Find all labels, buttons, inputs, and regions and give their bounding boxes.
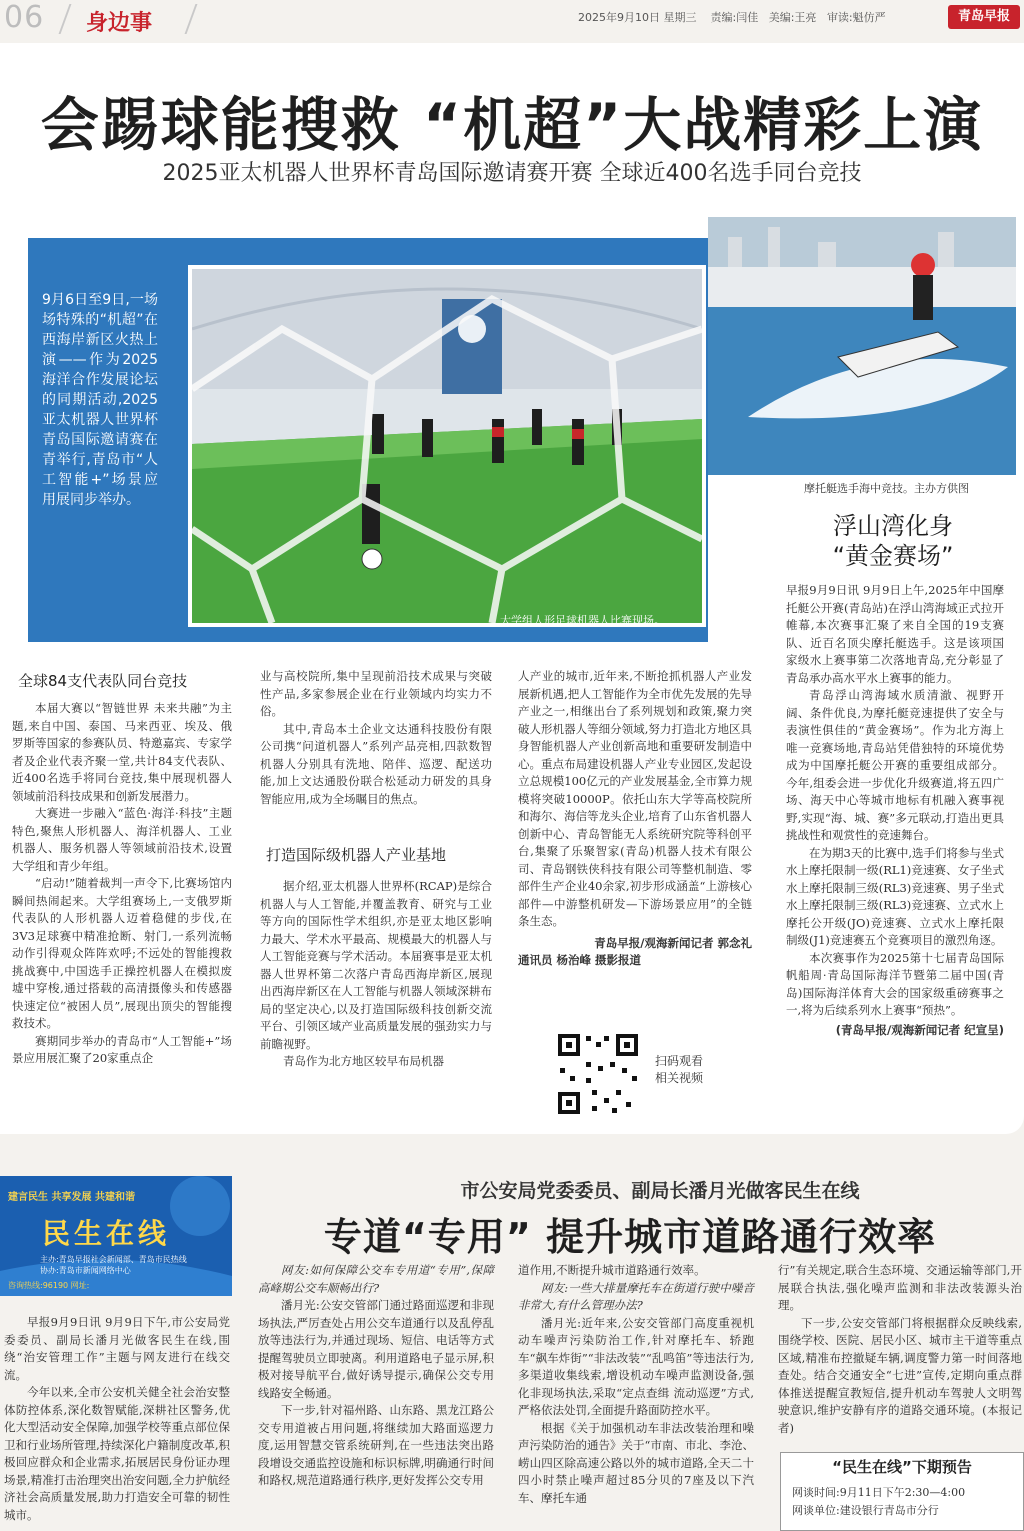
paragraph: 行”有关规定,联合生态环境、交通运输等部门,开展联合执法,强化噪声监测和非法改装源头治理。 [778,1263,1022,1312]
editor-credit: 责编:闫佳 [710,11,759,24]
side-byline: (青岛早报/观海新闻记者 纪宣呈) [835,1022,1004,1037]
side-story-title [782,511,1004,571]
paragraph: 下一步,公安交管部门将根据群众反映线索,围绕学校、医院、居民小区、城市主干道等重点区域,精准布控撤疑车辆,调度警力第一时间落地查处。结合交通安全“七进”宣传,定期向重点群体推送提醒宣教短信,提升机动车驾驶人文明驾驶意识,维护安静有序的道路交通环境。(本报记者) [778,1315,1022,1435]
paragraph: 本届大赛以“智链世界 未来共融”为主题,来自中国、泰国、马来西亚、埃及、俄罗斯等国家的参赛队员、特邀嘉宾、专家学者及企业代表齐聚一堂,共计84支代表队、近400名选手将同台竞技,集中展现机器人领域前沿科技成果和创新发展潜力。 [12,701,232,803]
paragraph: 大赛进一步融入“蓝色·海洋·科技”主题特色,聚焦人形机器人、海洋机器人、工业机器人、服务机器人等领域前沿技术,设置大学组和青少年组。 [12,806,232,873]
photo-caption: 大学组人形足球机器人比赛现场。 [500,614,665,627]
next-preview-unit: 网谈单位:建设银行青岛市分行 [792,1504,939,1517]
bottom-column-2 [258,1262,494,1490]
section-heading: 打造国际级机器人产业基地 [266,846,447,864]
paragraph: 早报9月9日讯 9月9日上午,2025年中国摩托艇公开赛(青岛站)在浮山湾海域正式拉开帷幕,本次赛事汇聚了来自全国的19支赛队、近百名顶尖摩托艇选手。这是该项国家级水上赛事第二次落地青岛,充分彰显了青岛承办高水平水上赛事的能力。 [786,583,1004,685]
main-column-2 [260,668,492,808]
question: 网友:一些大排量摩托车在街道行驶中噪音非常大,有什么管理办法? [518,1280,754,1312]
bottom-column-1 [4,1314,230,1524]
banner-info: 协办:青岛市新闻网络中心 [40,1266,131,1275]
minsheng-online-banner [0,1176,232,1296]
jetski-photo [708,217,1016,475]
paragraph: 青岛作为北方地区较早布局机器 [283,1054,444,1068]
issue-date: 2025年9月10日 星期三 [578,11,697,24]
question: 网友:如何保障公交车专用道“专用”,保障高峰期公交车顺畅出行? [258,1263,494,1295]
main-column-1 [12,700,232,1068]
paragraph: 根据《关于加强机动车非法改装治理和噪声污染防治的通告》关于“市南、市北、李沧、崂山四区除高速公路以外的城市道路,全天二十四小时禁止噪声超过85分贝的7座及以下汽车、摩托车通 [518,1420,754,1505]
main-headline: 会踢球能搜救 “机超”大战精彩上演 [40,91,984,159]
designer-credit: 美编:王亮 [768,11,817,24]
intro-text: 9月6日至9日,一场场特殊的“机超”在西海岸新区火热上演——作为2025海洋合作发展论坛的同期活动,2025亚太机器人世界杯青岛国际邀请赛在青举行,青岛市“人工智能+”场景应用展同步举办。 [42,292,158,508]
proofreader-credit: 审读:魁仿严 [826,11,886,24]
banner-title: 民生在线 [42,1217,171,1250]
paragraph: 今年以来,全市公安机关健全社会治安整体防控体系,深化数智赋能,深耕社区警务,优化大型活动安全保障,加强学校等重点部位保卫和行业场所管理,持续深化户籍制度改革,积极回应群众和企业需求,拓展居民身份证办理场景,精准打击治理突出治安问题,全力护航经济社会高质量发展,助力打造安全可靠的韧性城市。 [4,1385,230,1522]
paragraph: 早报9月9日讯 9月9日下午,市公安局党委委员、副局长潘月光做客民生在线,围绕“治安管理工作”主题与网友进行在线交流。 [4,1315,230,1382]
section-title: 身边事 [86,11,153,36]
page-number: 06 [4,0,45,35]
paragraph: 其中,青岛本土企业文达通科技股份有限公司携“问道机器人”系列产品亮相,四款数智机器人分别具有洗地、陪伴、巡逻、配送功能,加上文达通股份联合松延动力研发的具身智能应用,成为全场瞩目的焦点。 [260,721,492,806]
divider [59,4,72,34]
story-kicker: 市公安局党委委员、副局长潘月光做客民生在线 [460,1180,860,1202]
bottom-column-4 [778,1262,1022,1437]
next-preview-title: “民生在线”下期预告 [832,1458,972,1476]
section-heading: 全球84支代表队同台竞技 [18,672,188,690]
banner-tags: 建言民生 共享发展 共建和谐 [8,1192,135,1203]
jetski-caption: 摩托艇选手海中竞技。主办方供图 [804,482,969,495]
side-story-body [786,582,1004,1039]
paragraph: 业与高校院所,集中呈现前沿技术成果与突破性产品,多家参展企业在行业领域内均实力不俗。 [260,669,492,718]
side-title-line1: 浮山湾化身 [833,512,953,540]
qr-code[interactable] [556,1032,640,1116]
paragraph: 本次赛事作为2025第十七届青岛国际帆船周·青岛国际海洋节暨第二届中国(青岛)国际海洋体育大会的国家级重磅赛事之一,将为后续系列水上赛事“预热”。 [786,950,1004,1017]
paragraph: 在为期3天的比赛中,选手们将参与坐式水上摩托限制一级(RL1)竞速赛、女子坐式水上摩托限制三级(RL3)竞速赛、男子坐式水上摩托限制三级(RL3)竞速赛、立式水上摩托公开级(JO)竞速赛、立式水上摩托限制级(J1)竞速赛五个竞赛项目的激烈角逐。 [786,845,1004,947]
paragraph: 青岛浮山湾海域水质清澈、视野开阔、条件优良,为摩托艇竞速提供了安全与表演性俱佳的“黄金赛场”。作为北方海上唯一竞赛场地,青岛站凭借独特的环境优势成为中国摩托艇公开赛的重要组成部分。今年,组委会进一步优化升级赛道,将五四广场、海天中心等城市地标有机融入赛事视野,实现“海、城、赛”多元联动,打造出更具挑战性和观赏性的竞速舞台。 [786,688,1004,842]
paragraph: 赛期同步举办的青岛市“人工智能+”场景应用展汇聚了20家重点企 [12,1033,232,1065]
main-column-2b [260,878,492,1071]
robot-soccer-photo [188,265,706,627]
jetski-photo-image [708,217,1016,475]
story-headline: 专道“专用” 提升城市道路通行效率 [323,1215,937,1259]
byline: 通讯员 杨治峰 摄影报道 [518,953,642,967]
byline: 青岛早报/观海新闻记者 郭念礼 [594,935,752,950]
bottom-column-3 [518,1262,754,1507]
paragraph: 人产业的城市,近年来,不断抢抓机器人产业发展新机遇,把人工智能作为全市优先发展的先导产业之一,相继出台了系列规划和政策,聚力突破人形机器人等细分领域,努力打造北方地区具身智能机器人产业创新高地和重要研发制造中心。重点布局建设机器人产业专业园区,发起设立总规模100亿元的产业发展基金,全市算力规模将突破10000P。依托山东大学等高校院所和海尔、海信等龙头企业,培育了山东省机器人创新中心、青岛智能无人系统研究院等科创平台,集聚了乐聚智家(青岛)机器人技术有限公司、青岛钢铁侠科技有限公司等整机制造、零部件生产企业40余家,初步形成涵盖“上游核心部件—中游整机研发—下游场景应用”的全链条生态。 [518,669,752,928]
answer: 潘月光:近年来,公安交管部门高度重视机动车噪声污染防治工作,针对摩托车、轿跑车“飙车炸街”“非法改装”“乱鸣笛”等违法行为,多渠道收集线索,增设机动车噪声监测设备,强化非现场执法,采取“定点查缉 流动巡逻”方式,严格依法处罚,全面提升路面防控水平。 [518,1315,754,1417]
side-title-line2: “黄金赛场” [832,542,954,570]
newspaper-logo: 青岛早报 [948,5,1020,29]
banner-info: 主办:青岛早报社会新闻部、青岛市民热线 [40,1255,187,1264]
qr-code-icon [556,1032,640,1116]
robot-soccer-photo-image [192,269,702,623]
answer: 潘月光:公安交管部门通过路面巡逻和非现场执法,严厉查处占用公交车道通行以及乱停乱放等违法行为,并通过现场、短信、电话等方式提醒驾驶员立即驶离。利用道路电子显示屏,积极对接导航平台,做好诱导提示,确保公交专用线路安全畅通。 [258,1298,494,1400]
dateline [578,9,886,25]
qr-caption [655,1053,703,1087]
paragraph: 据介绍,亚太机器人世界杯(RCAP)是综合机器人与人工智能,并覆盖教育、研究与工业等方向的国际性学术组织,亦是亚太地区影响力最大、学术水平最高、规模最大的机器人与人工智能竞赛与学术活动。本届赛事是亚太机器人世界杯第二次落户青岛西海岸新区,展现出西海岸新区在人工智能与机器人领域深耕布局的坚定决心,以及打造国际级科技创新交流平台、引领区域产业高质量发展的强劲实力与前瞻视野。 [260,879,492,1051]
qr-caption-line: 扫码观看 [655,1054,704,1068]
answer: 下一步,针对福州路、山东路、黑龙江路公交专用道被占用问题,将继续加大路面巡逻力度,运用智慧交管系统研判,在一些违法突出路段增设交通监控设施和标识标牌,明确通行时间和路权,规范道路通行秩序,更好发挥公交专用 [258,1403,494,1487]
main-subheadline: 2025亚太机器人世界杯青岛国际邀请赛开赛 全球近400名选手同台竞技 [162,161,862,186]
qr-caption-line: 相关视频 [655,1071,704,1085]
divider [185,4,198,34]
banner-phone: 咨询热线:96190 网址: [8,1281,90,1290]
next-preview-time: 网谈时间:9月11日下午2:30—4:00 [792,1486,966,1499]
paragraph: “启动!”随着裁判一声令下,比赛场馆内瞬间热闹起来。大学组赛场上,一支俄罗斯代表队的人形机器人迈着稳健的步伐,在3V3足球赛中精准抢断、射门,一系列流畅动作引得观众阵阵欢呼;不远处的智能搜救挑战赛中,中国选手正操控机器人在模拟废墟中穿梭,通过搭载的高清摄像头和传感器快速定位“被困人员”,展现出顶尖的智能搜救技术。 [12,876,232,1030]
paragraph: 道作用,不断提升城市道路通行效率。 [518,1263,706,1277]
main-column-3 [518,668,752,970]
